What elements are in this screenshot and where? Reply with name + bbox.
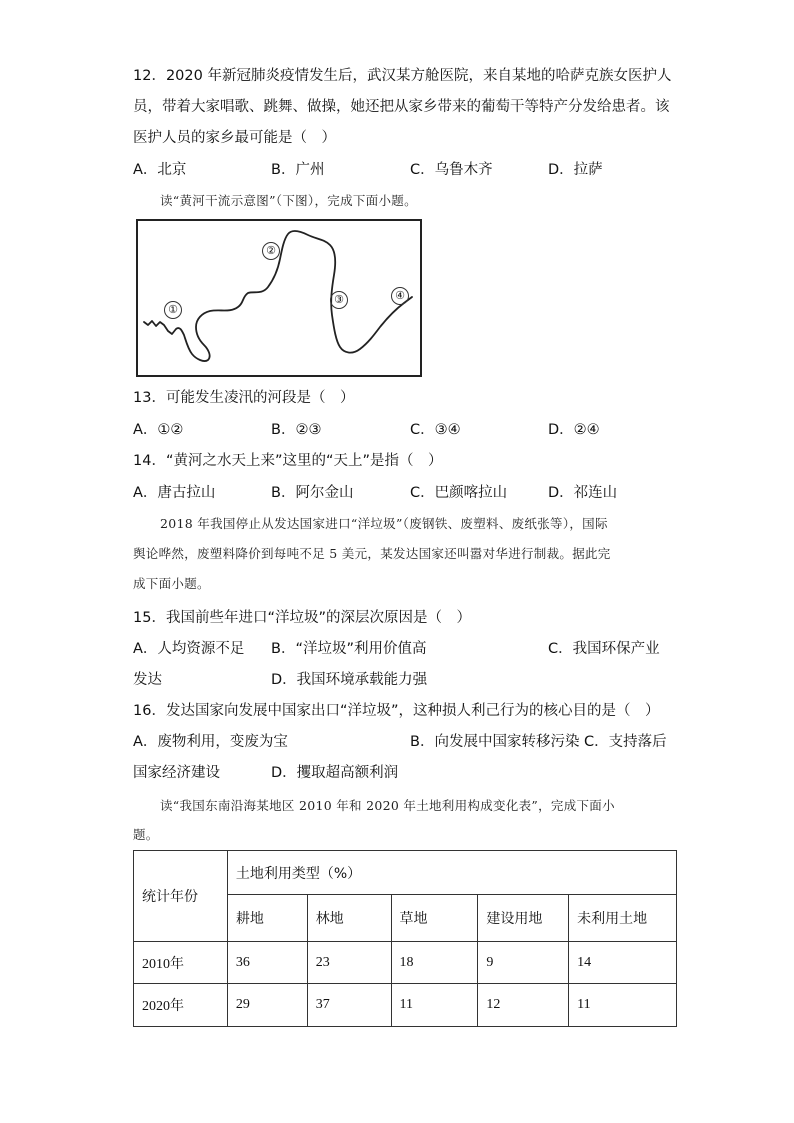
q12-option-d: D．拉萨 (548, 162, 603, 178)
garbage-intro-line2: 舆论哗然，废塑料降价到每吨不足 5 美元，某发达国家还叫嚣对华进行制裁。据此完 (133, 546, 611, 561)
table-row (134, 942, 677, 984)
q12-option-c: C．乌鲁木齐 (410, 162, 493, 178)
q15-option-d: D．我国环境承载能力强 (271, 672, 428, 688)
map-label-1: ① (164, 301, 182, 319)
land-use-table (133, 850, 677, 1027)
q14-option-b: B．阿尔金山 (271, 485, 354, 501)
q14-option-a: A．唐古拉山 (133, 485, 216, 501)
q12-option-b: B．广州 (271, 162, 325, 178)
q15-option-c-cont: 发达 (133, 672, 162, 688)
column-header-grassland: 草地 (391, 895, 478, 942)
map-label-3: ③ (330, 291, 348, 309)
q16-stem: 16．发达国家向发展中国家出口“洋垃圾”，这种损人利己行为的核心目的是（ ） (133, 703, 660, 719)
q12-stem-line1: 12．2020 年新冠肺炎疫情发生后，武汉某方舱医院，来自某地的哈萨克族女医护人 (133, 68, 672, 84)
year-cell: 2010年 (134, 942, 228, 984)
value-cell: 11 (569, 984, 677, 1027)
yellow-river-map (136, 219, 422, 377)
q15-option-b: B．“洋垃圾”利用价值高 (271, 641, 427, 657)
q16-option-a: A．废物利用，变废为宝 (133, 734, 288, 750)
value-cell: 14 (569, 942, 677, 984)
table-intro-line2: 题。 (133, 827, 159, 842)
q15-option-c: C．我国环保产业 (548, 641, 660, 657)
value-cell: 29 (227, 984, 307, 1027)
table-header-row (134, 851, 677, 895)
value-cell: 23 (307, 942, 391, 984)
q12-option-a: A．北京 (133, 162, 187, 178)
column-header-forest: 林地 (307, 895, 391, 942)
value-cell: 9 (478, 942, 569, 984)
q14-stem: 14．“黄河之水天上来”这里的“天上”是指（ ） (133, 453, 443, 469)
garbage-intro-line3: 成下面小题。 (133, 576, 210, 591)
yellow-river-course (138, 221, 420, 375)
q13-stem: 13．可能发生凌汛的河段是（ ） (133, 390, 355, 406)
value-cell: 18 (391, 942, 478, 984)
group-header-cell: 土地利用类型（%） (227, 851, 676, 895)
q16-option-d: D．攫取超高额利润 (271, 765, 399, 781)
map-label-2: ② (262, 242, 280, 260)
q16-option-bc: B．向发展中国家转移污染 C．支持落后 (410, 734, 667, 750)
q13-option-b: B．②③ (271, 422, 322, 438)
value-cell: 37 (307, 984, 391, 1027)
column-header-cultivated: 耕地 (227, 895, 307, 942)
map-intro: 读“黄河干流示意图”（下图），完成下面小题。 (160, 193, 417, 208)
value-cell: 36 (227, 942, 307, 984)
q14-option-c: C．巴颜喀拉山 (410, 485, 508, 501)
table-row (134, 984, 677, 1027)
column-header-construction: 建设用地 (478, 895, 569, 942)
garbage-intro-line1: 2018 年我国停止从发达国家进口“洋垃圾”（废钢铁、废塑料、废纸张等），国际 (160, 516, 608, 531)
q15-stem: 15．我国前些年进口“洋垃圾”的深层次原因是（ ） (133, 610, 471, 626)
q14-option-d: D．祁连山 (548, 485, 618, 501)
table-intro-line1: 读“我国东南沿海某地区 2010 年和 2020 年土地利用构成变化表”，完成下面小 (160, 798, 615, 813)
map-label-4: ④ (391, 287, 409, 305)
q12-stem-line2: 员，带着大家唱歌、跳舞、做操，她还把从家乡带来的葡萄干等特产分发给患者。该 (133, 99, 670, 115)
q15-option-a: A．人均资源不足 (133, 641, 245, 657)
q12-stem-line3: 医护人员的家乡最可能是（ ） (133, 130, 336, 146)
q13-option-a: A．①② (133, 422, 184, 438)
value-cell: 11 (391, 984, 478, 1027)
q13-option-c: C．③④ (410, 422, 461, 438)
year-cell: 2020年 (134, 984, 228, 1027)
value-cell: 12 (478, 984, 569, 1027)
q13-option-d: D．②④ (548, 422, 600, 438)
q16-option-c-cont: 国家经济建设 (133, 765, 220, 781)
row-header-cell: 统计年份 (134, 851, 228, 942)
column-header-unused: 未利用土地 (569, 895, 677, 942)
